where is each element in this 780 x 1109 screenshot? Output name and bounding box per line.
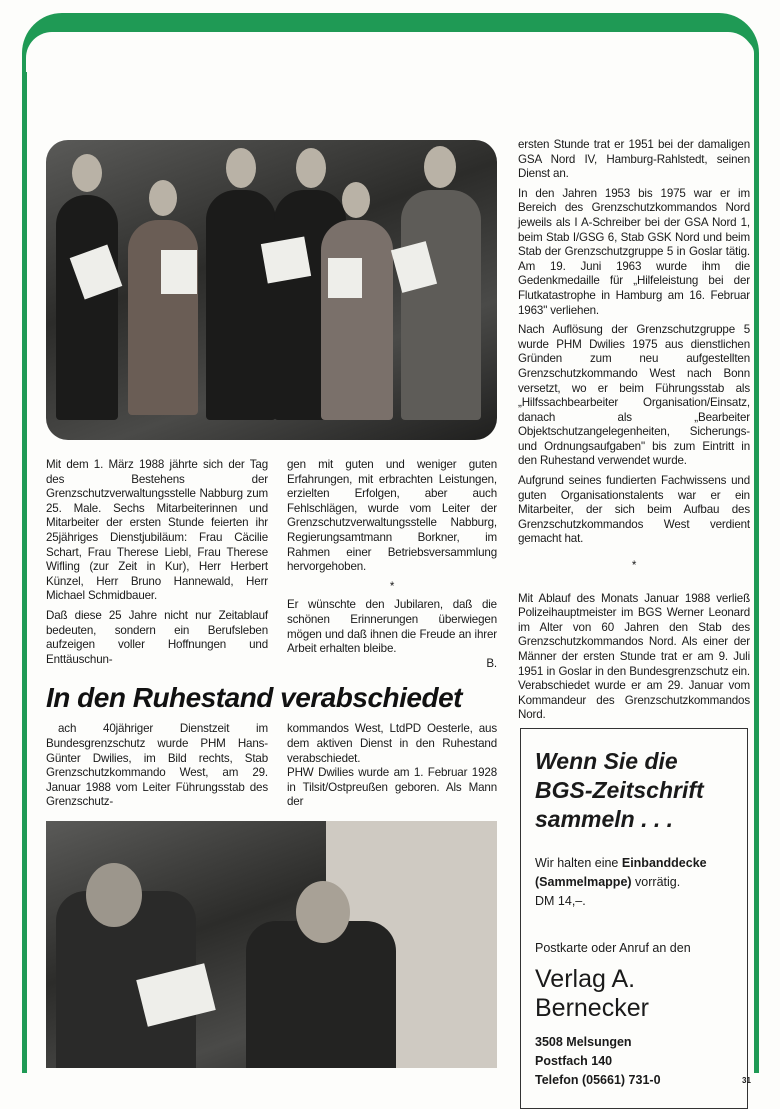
article2-column-1 xyxy=(46,722,268,815)
paragraph: In den Jahren 1953 bis 1975 war er im Bereich des Grenzschutzkommandos Nord jeweils als I A-Schreiber bei der GSA Nord 1, beim Stab I/GSG 6, Stab GSK Nord und beim Stab der Grenzschutzgruppe 5 in Goslar tätig. Am 19. Juni 1963 wurde ihm die Gedenkmedaille für „Hilfeleistung bei der Flutkatastrophe in Hamburg am 16. Februar 1963" verliehen. xyxy=(518,186,750,317)
paragraph: kommandos West, LtdPD Oesterle, aus dem aktiven Dienst in den Ruhestand verabschiedet. xyxy=(287,722,497,765)
address-line: 3508 Melsungen xyxy=(535,1034,632,1049)
ad-text-pre: Wir halten eine xyxy=(535,855,622,870)
paragraph: gen mit guten und weniger guten Erfahrungen, mit erbrachten Leistungen, erzielten Erfolgen, aber auch Fehlschlägen, wurde vom Leiter der Grenzschutzverwaltungsstelle Nabburg, Regierungsamtmann Borkner, im Rahmen einer Betriebsversammlung hervorgehoben. xyxy=(287,458,497,574)
ad-title-line: Wenn Sie die xyxy=(535,747,678,774)
photo-retirement-handshake xyxy=(46,821,497,1068)
page-number: 31 xyxy=(742,1076,751,1085)
article1-columns xyxy=(46,458,497,672)
paragraph: ach 40jähriger Dienstzeit im Bundesgrenzschutz wurde PHM Hans-Günter Dwilies, im Bild rechts, Stab Grenzschutzkommando West, am 29. Januar 1988 vom Leiter Führungsstab des Grenzschutz- xyxy=(46,722,268,809)
ad-product: Einbanddecke (Sammelmappe) xyxy=(535,855,707,889)
ad-title-line: sammeln . . . xyxy=(535,805,674,832)
ad-contact: Postkarte oder Anruf an den xyxy=(535,940,691,955)
article2-columns xyxy=(46,722,497,815)
author-initial: B. xyxy=(486,656,497,670)
headline: In den Ruhestand verabschiedet xyxy=(46,682,462,714)
paragraph: Nach Auflösung der Grenzschutzgruppe 5 wurde PHM Dwilies 1975 aus dienstlichen Gründen zum neu aufgestellten Grenzschutzkommando West nach Bonn versetzt, wo er beim Führungsstab als „Hilfssachbearbeiter Organisation/Einsatz, danach als „Bearbeiter Objektschutzangelegenheiten, Sicherungs- und Ordnungsaufgaben" bis zum Eintritt in den Ruhestand verwendet wurde. xyxy=(518,323,750,468)
ad-address xyxy=(535,1033,733,1090)
article2-column-3 xyxy=(518,138,750,728)
paragraph: PHW Dwilies wurde am 1. Februar 1928 in Tilsit/Ostpreußen geboren. Als Mann der xyxy=(287,766,497,809)
article1-column-2 xyxy=(287,458,497,672)
paragraph: Daß diese 25 Jahre nicht nur Zeitablauf bedeuten, sondern ein Berufsleben aufzeigen voller Hoffnungen und Enttäuschun- xyxy=(46,608,268,666)
paragraph: Er wünschte den Jubilaren, daß die schönen Erinnerungen überwiegen mögen und daß ihnen die Freude an ihrer Arbeit erhalten bleibe. xyxy=(287,598,497,656)
paragraph: ersten Stunde trat er 1951 bei der damaligen GSA Nord IV, Hamburg-Rahlstedt, seinen Dienst an. xyxy=(518,138,750,181)
paragraph: Aufgrund seines fundierten Fachwissens und guten Organisationstalents war er ein Mitarbeiter, der sich beim Aufbau des Grenzschutzkommandos West verdient gemacht hat. xyxy=(518,474,750,546)
right-content-area xyxy=(518,138,750,1087)
address-line: Postfach 140 xyxy=(535,1053,613,1068)
ad-publisher: Verlag A. Bernecker xyxy=(535,964,649,1022)
ad-text-post: vorrätig. xyxy=(631,874,681,889)
ad-text xyxy=(535,854,733,911)
frame-inner xyxy=(26,32,754,72)
article2-column-2 xyxy=(287,722,497,815)
paragraph: Mit Ablauf des Monats Januar 1988 verließ Polizeihauptmeister im BGS Werner Leonard im Alter von 60 Jahren den Stab des Grenzschutzkommandos Nord. Als einer der Männer der ersten Stunde trat er am 9. Juli 1951 in Goslar in den Bundesgrenzschutz ein. Verabschiedet wurde er am 29. Januar vom Kommandeur des Grenzschutzkommandos Nord. xyxy=(518,591,750,722)
ad-price: DM 14,–. xyxy=(535,893,586,908)
separator: * xyxy=(389,579,395,593)
address-line: Telefon (05661) 731-0 xyxy=(535,1072,661,1087)
article1-column-1 xyxy=(46,458,268,672)
left-content-area xyxy=(46,140,497,1068)
subscription-ad xyxy=(520,728,748,1109)
separator: * xyxy=(631,559,637,573)
photo-jubilee-group xyxy=(46,140,497,440)
ad-title-line: BGS-Zeitschrift xyxy=(535,776,704,803)
paragraph: Mit dem 1. März 1988 jährte sich der Tag des Bestehens der Grenzschutzverwaltungsstelle Nabburg zum 25. Male. Sechs Mitarbeiterinnen und Mitarbeiter der ersten Stunde feierten ihr 25jähriges Dienstjubiläum: Frau Cäcilie Schart, Frau Therese Liebl, Frau Therese Wifling (zur Zeit in Kur), Herr Herbert Künzel, Herr Bruno Hannewald, Herr Michael Schmidbauer. xyxy=(46,458,268,603)
